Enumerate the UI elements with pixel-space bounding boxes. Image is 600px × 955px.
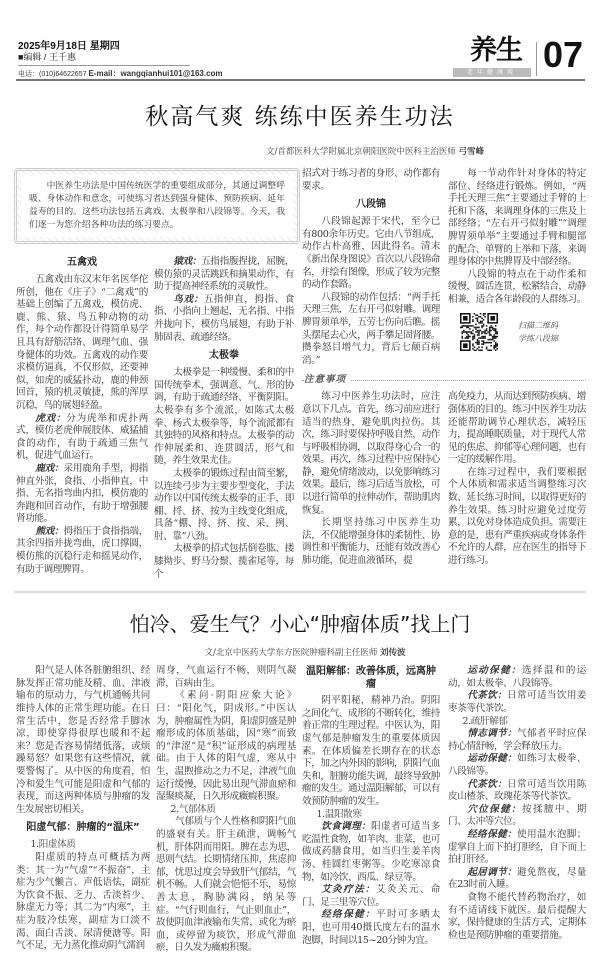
- editor-credit: ■编辑 / 王千惠: [18, 52, 76, 62]
- section-heading: 五禽戏: [67, 257, 97, 268]
- paragraph-text: 采用鹿角手型，拇指伸直外张，食指、小指伸直，中指、无名指弯曲内扣，模仿鹿的奔跑和回首动作，有助于增强腰肾功能。: [16, 462, 148, 525]
- section-heading: 温阳解郁：改善体质，远离肿瘤: [306, 666, 436, 691]
- paragraph-text: 阴平阳秘，精神乃治。阴阳之间化气、成形的不断转化，维持着正常的生理过程。中医认为，阳虚气郁是肿瘤发生的重要体质因素。在体质偏差长期存在的状态下，加之内外因的影响，阴阳气血失和，脏腑功能失调，最终导致肿瘤的发生。通过温阳解郁，可以有效预防肿瘤的发生。: [302, 695, 440, 807]
- article2-columns: [0, 665, 600, 955]
- article1-left-block: [14, 168, 300, 581]
- notes-columns: [302, 391, 586, 567]
- page-content: [0, 102, 600, 955]
- paragraph-text: 按揉膻中、期门、太冲等穴位。: [448, 803, 586, 828]
- paragraph: [156, 690, 296, 803]
- paragraph-lead: 猿戏：: [173, 256, 202, 267]
- article1-column-with-qr: [448, 168, 586, 353]
- article2-column: [156, 665, 296, 955]
- paragraph: [16, 413, 148, 463]
- header-rule: [16, 79, 585, 81]
- paragraph-text: 如练习太极拳、八段锦等。: [448, 753, 586, 777]
- byline-author: 弓雪峰: [458, 147, 485, 157]
- paragraph: [448, 690, 586, 715]
- paragraph: [448, 867, 586, 892]
- qr-caption: [518, 319, 558, 345]
- paragraph: [302, 517, 440, 567]
- article1-byline: [0, 146, 600, 158]
- paragraph: [302, 695, 440, 808]
- paragraph-text: 日常可适当饮用陈皮山楂茶、玫瑰花茶等代茶饮。: [448, 778, 586, 803]
- subheading: 2.疏肝解郁: [462, 715, 508, 727]
- paragraph-text: 阳虚质的特点可概括为两类：其一为“气虚”“不振奋”，主症为少气懒言、声低语怯，副症为饮食不振、乏力、舌淡苔少、脉虚无力等；其二为“内寒”，主症为肢冷怯寒，副症为口淡不渴、面白舌淡、尿清便溏等。阳气不足，无力蒸化推动阴气濡润: [16, 851, 150, 952]
- paragraph: [448, 892, 586, 942]
- article2-title: 怕冷、爱生气？小心“肿瘤体质”找上门: [129, 612, 471, 637]
- paragraph-text: 每一节动作针对身体的特定部位、经络进行锻炼。例如，“两手托天理三焦”主要通过手臂的上托和下落，来调理身体的三焦及上部经络；“左右开弓似射雕”“调理脾胃须单举”主要通过手臂和腿部的配合、单臂的上举和下落，来调理身体的中焦脾胃及中部经络。: [448, 168, 586, 268]
- paragraph-lead: 运动保健：: [467, 753, 518, 765]
- paragraph: [154, 294, 294, 344]
- email[interactable]: E-mail：wangqianhui101@163.com: [88, 69, 223, 78]
- byline-author: 刘传波: [380, 648, 406, 659]
- paragraph: [154, 468, 294, 544]
- header-divider: [18, 65, 190, 66]
- subheading: 1.阳虚体质: [30, 839, 76, 851]
- byline-affiliation: 文/首都医科大学附属北京朝阳医院中医科主治医师: [265, 147, 456, 157]
- paragraph: [16, 852, 150, 953]
- article1-left-columns: [14, 256, 300, 581]
- paragraph: [156, 816, 296, 955]
- paragraph: [448, 168, 586, 269]
- paragraph-text: 五指指腹捏拢，屈腕，模仿猿的灵活跳跃和摘果动作，有助于提高神经系统的灵敏性。: [154, 256, 294, 293]
- paragraph: [448, 728, 586, 753]
- paragraph-text: 在练习过程中，我们要根据个人体质和需求适当调整练习次数、延长练习时间，以取得更好的养生效果。练习时应避免过度劳累，以免对身体造成负担。需要注意的是，患有严重疾病或身体条件不允许的人群，应在医生的指导下进行练习。: [448, 466, 586, 567]
- paragraph-lead: 起居调节：: [467, 866, 518, 878]
- paragraph: [448, 665, 586, 690]
- qr-caption-line: 扫描二维码: [518, 320, 558, 330]
- paragraph: [448, 269, 586, 307]
- paragraph: [154, 543, 294, 581]
- article1-body: [0, 168, 600, 581]
- paragraph-text: 分为虎举和虎扑两式，模仿老虎伸展肢体、威猛捕食的动作，有助于疏通三焦气机，促进气血运行。: [16, 412, 148, 462]
- paragraph-text: 阳虚者可适当多吃温性食物，如羊肉、韭菜，也可做成药膳食用，如当归生姜羊肉汤、桂圆红枣粥等。少吃寒凉食物，如冷饮、西瓜、绿豆等。: [302, 821, 440, 883]
- paragraph: [16, 665, 150, 816]
- paragraph: [302, 292, 440, 368]
- paragraph: [16, 274, 148, 413]
- paragraph-lead: 艾灸疗法：: [321, 884, 376, 896]
- paragraph: [448, 753, 586, 778]
- qr-code[interactable]: [460, 313, 498, 351]
- byline-affiliation: 文/北京中医药大学东方医院肿瘤科副主任医师: [204, 648, 378, 659]
- notes-header: [302, 373, 586, 387]
- paragraph: [302, 168, 440, 193]
- paragraph-text: 长期坚持练习中医养生功法，不仅能增强身体的柔韧性、协调性和平衡能力，还能有效改善心肺功能，促进血液循环，提: [302, 517, 440, 567]
- paragraph-text: 太极拳是一种缓慢、柔和的中国传统拳术，强调意、气、形的协调，有助于疏通经络、平衡阴阳。太极拳有多个流派，如陈式太极拳、杨式太极拳等，每个流派都有其独特的风格和特点。太极拳的动作伸展柔和、连贯圆活，形气和随，养生效果尤佳。: [154, 367, 294, 467]
- paragraph-text: 太极拳的锻炼过程由简至繁，以连续弓步为主要步型变化，手法动作以中国传统太极拳的正手，即棚、捋、挤、按为主线变化组成，具备“棚、捋、挤、按、采、挒、肘、靠”八劲。: [154, 467, 294, 542]
- paragraph-text: 日常可适当饮用姜枣茶等代茶饮。: [448, 690, 586, 715]
- article1-column: [16, 256, 148, 576]
- subheading: 1.温阳散寒: [316, 808, 362, 820]
- paragraph-text: 避免熬夜，尽量在23时前入睡。: [448, 866, 586, 891]
- paragraph-text: 《素问·阴阳应象大论》曰：“阳化气，阴成形。”中医认为，肿瘤属性为阴，阳虚阴盛是肿瘤形成的体质基础，因“寒”而致的“津涩”是“积”证形成的病理基础。由于人体的阳气虚，寒从中生，温煦推动之力不足，津液气血运行缓慢，因此易出现气滞血瘀和湿聚痰凝，日久形成癥瘕积聚。: [156, 690, 296, 803]
- paragraph-text: 招式对于练习者的身形、动作都有要求。: [302, 168, 440, 192]
- paragraph-text: 太极拳的招式包括倒卷肱、搂膝拗步、野马分鬃、揽雀尾等，每个: [154, 543, 294, 580]
- article1-title: 秋高气爽 练练中医养生功法: [145, 104, 455, 130]
- phone: 电话：(010)64622657: [18, 71, 87, 78]
- paragraph-lead: 虎戏：: [35, 412, 67, 424]
- paragraph-text: 艾灸关元、命门、足三里等穴位。: [302, 884, 440, 908]
- article1-column: [302, 168, 440, 367]
- paragraph: [448, 829, 586, 867]
- paragraph: [154, 256, 294, 294]
- paragraph: [302, 884, 440, 909]
- paragraph-text: 气郁质与个人性格和阴阳气血的盛衰有关。肝主疏泄，调畅气机，肝体阴而用阳。脾在志为思，思则气结。长期情绪压抑，焦虑抑郁，忧思过度会导致肝气郁结，气机不畅。人们就会悒悒不乐，易惊善太息，胸胁满闷，纳呆等症。“气行则血行，气止则血止”，故使阴血津液输布失常，或化为瘀血，或停留为痰饮，形成气滞血瘀，日久发为癥瘕积聚。: [156, 816, 296, 954]
- paragraph-lead: 熊戏：: [35, 525, 64, 537]
- article2-byline: [0, 647, 600, 659]
- paragraph-text: 练习中医养生功法时，应注意以下几点。首先，练习前应进行适当的热身，避免肌肉拉伤。其次，练习时要保持呼吸自然，动作与呼吸相协调，以取得身心合一的效果。再次，练习过程中应保持心静，避免情绪波动，以免影响练习效果。最后，练习后适当放松，可以进行简单的拉伸动作，帮助肌肉恢复。: [302, 391, 440, 516]
- paragraph: [448, 779, 586, 804]
- paragraph-text: 八段锦的动作包括：“两手托天理三焦，左右开弓似射雕。调理脾胃须单举，五劳七伤向后瞧。摇头摆尾去心火，两手攀足固肾腰。攒拳怒目增气力，背后七颠百病消。”: [302, 291, 440, 366]
- paragraph-lead: 代茶饮：: [467, 690, 508, 702]
- paragraph: [448, 391, 586, 467]
- article2-column: [16, 665, 150, 952]
- qr-block: [460, 313, 586, 351]
- section-heading: 八段锦: [356, 199, 386, 211]
- paragraph-lead: 鹿戏：: [35, 462, 64, 474]
- article1-right-block: [302, 168, 586, 568]
- paragraph: [302, 391, 440, 517]
- paragraph: [154, 367, 294, 468]
- contact-line: [18, 68, 223, 79]
- intro-text: 中医养生功法是中国传统医学的重要组成部分，其通过调整呼吸、身体动作和意念，可使练习者达到强身健体、预防疾病、延年益寿的目的。这些功法包括五禽戏、太极拳和八段锦等。今天，我们逐一为您介绍各种功法的练习要点。: [21, 175, 293, 237]
- notes-column: [302, 391, 440, 567]
- article1-column: [154, 256, 294, 581]
- section-title: 养生: [470, 35, 522, 66]
- paragraph: [448, 467, 586, 568]
- paragraph: [302, 821, 440, 884]
- paragraph: [302, 216, 440, 292]
- paragraph-lead: 代茶饮：: [467, 778, 508, 790]
- paragraph: [16, 526, 148, 576]
- paragraph-lead: 运动保健：: [467, 665, 522, 677]
- paragraph-text: 使用温水泡脚；虚掌自上而下拍打胆经，自下而上拍打肝经。: [448, 828, 586, 866]
- page-number: 07: [543, 34, 584, 75]
- paragraph-text: 五禽戏由东汉末年名医华佗所创，他在《庄子》“二禽戏”的基础上创编了五禽戏，模仿虎、鹿、熊、猿、鸟五种动物的动作，每个动作都设计得简单易学且具有舒筋活络、调理气血、强身健体的功效。五禽戏的动作要求模仿逼真，不仅形似，还要神似，如虎的威猛扑动，鹿的伸颈回首，猿的机灵敏捷，熊的浑厚沉稳，鸟的展翅轻盈。: [16, 274, 148, 411]
- paragraph-text: 八段锦的特点在于动作柔和缓慢，圆活连贯，松紧结合，动静相兼，适合各年龄段的人群练习。: [448, 268, 586, 305]
- paragraph-text: 气郁者平时应保持心情舒畅，学会释放压力。: [448, 728, 586, 752]
- section-heading: 太极拳: [209, 350, 239, 362]
- article2-column: [448, 665, 586, 942]
- qr-caption-line: 学练八段锦: [518, 333, 558, 343]
- article-separator: [14, 591, 586, 593]
- header-vertical-divider: [536, 42, 537, 76]
- paragraph-lead: 鸟戏：: [173, 293, 204, 305]
- paragraph: [156, 665, 296, 690]
- paragraph-lead: 经络保健：: [321, 909, 376, 921]
- paragraph-lead: 情志调节：: [467, 728, 518, 740]
- article1-column: [448, 168, 586, 307]
- article2-column: [302, 665, 440, 947]
- section-slogan: 老年健康观: [453, 68, 531, 77]
- notes-column: [448, 391, 586, 567]
- paragraph: [16, 463, 148, 526]
- paragraph-lead: 饮食调理：: [321, 821, 372, 833]
- paragraph-text: 八段锦起源于宋代，至今已有800余年历史。它由八节组成，动作古朴高雅，因此得名。清末《新出保身图说》首次以八段锦命名，并绘有图像，形成了较为完整的动作套路。: [302, 216, 440, 291]
- paragraph-text: 阳气是人体各脏腑组织、经脉发挥正常功能及精、血、津液输布的原动力，与气机通畅共同维持人体的正常生理功能。在日常生活中，您是否经常手脚冰凉，即使穿得很厚也暖和不起来？您是否容易情绪低落，或烦躁易怒？如果您有这些情况，就要警惕了。从中医的角度看，怕冷和爱生气可能是阳虚和气郁的表现，而这两种体质与肿瘤的发生发展密切相关。: [16, 665, 150, 815]
- section-heading: 阳虚气郁：肿瘤的“温床”: [26, 822, 140, 834]
- paragraph-lead: 经络保健：: [467, 828, 518, 840]
- notes-label: 注意事项: [304, 373, 350, 387]
- article1-right-columns: [302, 168, 586, 367]
- article1-intro-box: [14, 168, 300, 244]
- paragraph-text: 高免疫力，从而达到预防疾病、增强体质的目的。练习中医养生功法还能帮助调节心理状态，减轻压力，提高睡眠质量，对于现代人常见的焦虑、抑郁等心理问题，也有一定的缓解作用。: [448, 391, 586, 466]
- paragraph: [302, 909, 440, 947]
- paragraph-lead: 穴位保健：: [467, 803, 522, 815]
- paragraph-text: 食物不能代替药物治疗，如有不适请线下就医。最后提醒大家，保持健康的生活方式，定期体检也是预防肿瘤的重要措施。: [448, 891, 586, 941]
- paragraph-text: 五指伸直，拇指、食指、小指向上翘起，无名指、中指并拢向下，模仿鸟展翅，有助于补肺固表、疏通经络。: [154, 293, 294, 343]
- subheading: 2.气郁体质: [170, 803, 216, 815]
- paragraph-text: 拇指压于食指指端，其余四指并拢弯曲，虎口撑圆，模仿熊的沉稳行走和摇晃动作，有助于调理脾胃。: [16, 525, 148, 575]
- issue-date: 2025年9月18日 星期四: [18, 41, 120, 52]
- paragraph: [448, 804, 586, 829]
- paragraph-text: 选择温和的运动，如太极拳、八段锦等。: [448, 665, 586, 689]
- paragraph-text: 平时可多晒太阳，也可用40摄氏度左右的温水泡脚，时间以15~20分钟为宜。: [302, 909, 440, 946]
- paragraph-text: 周身，气血运行不畅，则阴气凝滞，百病由生。: [156, 665, 296, 689]
